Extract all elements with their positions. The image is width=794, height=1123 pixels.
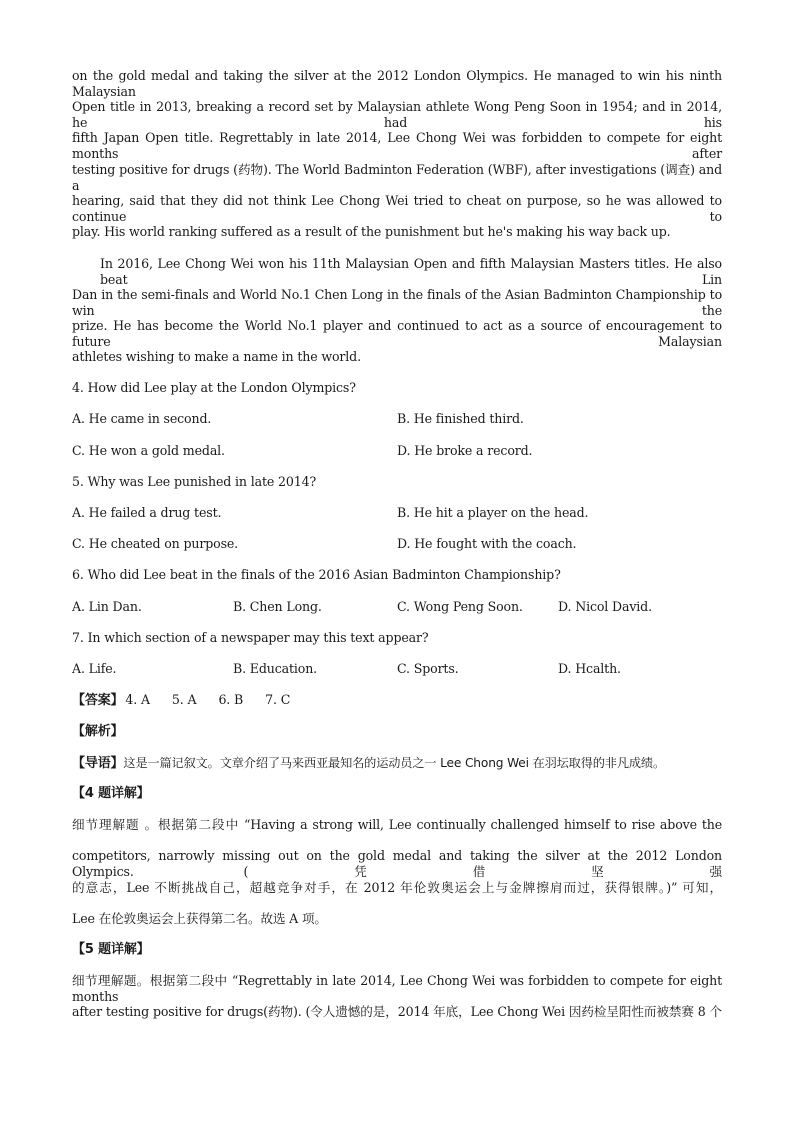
- q5-detail-label: 【5 题详解】: [72, 942, 150, 957]
- passage-line: athletes wishing to make a name in the world.: [72, 349, 361, 364]
- passage-line: Open title in 2013, breaking a record set by Malaysian athlete Wong Peng Soon in 1954; and in 2014, he had his: [72, 99, 722, 130]
- answer-label: 【答案】: [72, 693, 124, 708]
- option: A. Life.: [72, 661, 117, 676]
- option: D. Nicol David.: [558, 599, 652, 614]
- passage-line: Dan in the semi-finals and World No.1 Chen Long in the finals of the Asian Badminton Championship to win the: [72, 287, 722, 318]
- option: C. He won a gold medal.: [72, 443, 225, 458]
- guide-label: 【导语】: [72, 756, 124, 771]
- option: A. Lin Dan.: [72, 599, 142, 614]
- question-stem: 5. Why was Lee punished in late 2014?: [72, 474, 317, 489]
- analysis-label: 【解析】: [72, 724, 124, 739]
- answer-item: 5. A: [171, 692, 197, 707]
- answer-item: 6. B: [218, 692, 244, 707]
- passage-line: testing positive for drugs (药物). The World Badminton Federation (WBF), after investigations (调查) and a: [72, 162, 722, 193]
- guide-line: [72, 755, 665, 772]
- analysis-line: 细节理解题。根据第二段中 “Regrettably in late 2014, Lee Chong Wei was forbidden to compete for eight months: [72, 973, 722, 1004]
- analysis-line: 的意志，Lee 不断挑战自己，超越竞争对手，在 2012 年伦敦奥运会上与金牌擦肩而过，获得银牌。)” 可知，: [72, 880, 722, 895]
- passage-line: prize. He has become the World No.1 player and continued to act as a source of encouragement to future Malaysian: [72, 318, 722, 349]
- option: D. He fought with the coach.: [397, 536, 577, 551]
- passage-line: on the gold medal and taking the silver at the 2012 London Olympics. He managed to win his ninth Malaysian: [72, 68, 722, 99]
- option: B. Education.: [233, 661, 318, 676]
- option: C. He cheated on purpose.: [72, 536, 239, 551]
- passage-line: In 2016, Lee Chong Wei won his 11th Malaysian Open and fifth Malaysian Masters titles. He also beat Lin: [100, 256, 722, 287]
- option: D. He broke a record.: [397, 443, 533, 458]
- passage-line: fifth Japan Open title. Regrettably in late 2014, Lee Chong Wei was forbidden to compete for eight months after: [72, 130, 722, 161]
- option: B. He hit a player on the head.: [397, 505, 589, 520]
- option: A. He failed a drug test.: [72, 505, 222, 520]
- answer-item: 4. A: [125, 692, 150, 707]
- option: B. Chen Long.: [233, 599, 322, 614]
- passage-line: hearing, said that they did not think Lee Chong Wei tried to cheat on purpose, so he was allowed to continue to: [72, 193, 722, 224]
- analysis-line: Lee 在伦敦奥运会上获得第二名。故选 A 项。: [72, 911, 327, 926]
- option: C. Sports.: [397, 661, 459, 676]
- guide-text: 这是一篇记叙文。文章介绍了马来西亚最知名的运动员之一 Lee Chong Wei 在羽坛取得的非凡成绩。: [123, 756, 665, 770]
- question-stem: 7. In which section of a newspaper may this text appear?: [72, 630, 429, 645]
- analysis-line: competitors, narrowly missing out on the gold medal and taking the silver at the 2012 London Olympics. (凭借坚强: [72, 848, 722, 879]
- q4-detail-label: 【4 题详解】: [72, 786, 150, 801]
- analysis-line: after testing positive for drugs(药物). (令人遗憾的是，2014 年底，Lee Chong Wei 因药检呈阳性而被禁赛 8 个: [72, 1004, 722, 1019]
- passage-line: play. His world ranking suffered as a result of the punishment but he's making his way back up.: [72, 224, 671, 239]
- answer-item: 7. C: [265, 692, 291, 707]
- option: D. Hcalth.: [558, 661, 621, 676]
- question-stem: 6. Who did Lee beat in the finals of the 2016 Asian Badminton Championship?: [72, 567, 561, 582]
- answer-key: [72, 692, 312, 709]
- analysis-line: 细节理解题 。根据第二段中 “Having a strong will, Lee continually challenged himself to rise above the: [72, 817, 722, 832]
- option: A. He came in second.: [72, 411, 212, 426]
- option: B. He finished third.: [397, 411, 524, 426]
- question-stem: 4. How did Lee play at the London Olympics?: [72, 380, 356, 395]
- option: C. Wong Peng Soon.: [397, 599, 523, 614]
